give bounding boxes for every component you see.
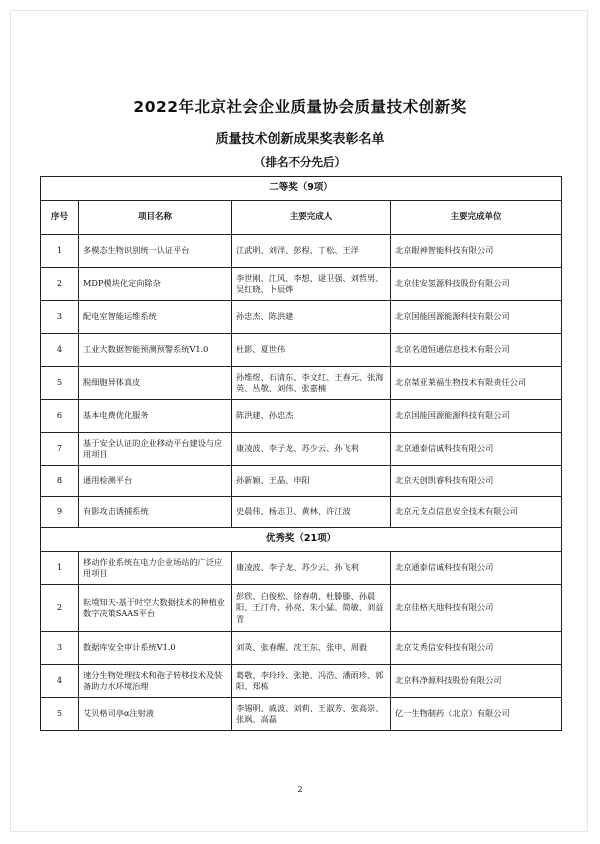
section-header-row	[41, 177, 562, 201]
row-org: 北京元支点信息安全技术有限公司	[391, 497, 562, 528]
row-project-name: 多模态生物识别统一认证平台	[79, 235, 232, 268]
row-serial: 3	[41, 632, 79, 665]
row-org: 亿一生物制药（北京）有限公司	[391, 698, 562, 731]
table-row	[41, 466, 562, 497]
row-project-name: 移动作业系统在电力企业场站的广泛应用项目	[79, 552, 232, 585]
row-people: 彭欣、白俊松、徐春萌、杜滕滕、孙晨阳、王汀舟、孙亮、朱小猛、简敏、刘益青	[232, 585, 391, 632]
header-org: 主要完成单位	[391, 201, 562, 235]
row-serial: 7	[41, 433, 79, 466]
row-project-name: 速分生物处理技术和孢子转移技术及装备助力水环境治理	[79, 665, 232, 698]
header-project: 项目名称	[79, 201, 232, 235]
table-row	[41, 665, 562, 698]
row-people: 江武明、刘洋、彭程、丁松、王洋	[232, 235, 391, 268]
row-serial: 5	[41, 367, 79, 400]
row-people: 杜影、夏世伟	[232, 334, 391, 367]
row-org: 北京国能国源能源科技有限公司	[391, 400, 562, 433]
row-org: 北京通泰信诚科技有限公司	[391, 433, 562, 466]
row-people: 李世刚、江风、李想、逯卫强、刘哲男、吴红晓、卜辰烨	[232, 268, 391, 301]
row-serial: 2	[41, 268, 79, 301]
table-row	[41, 585, 562, 632]
table-row	[41, 433, 562, 466]
row-serial: 1	[41, 552, 79, 585]
row-serial: 4	[41, 665, 79, 698]
row-people: 孙新颖、王晶、申阳	[232, 466, 391, 497]
row-serial: 4	[41, 334, 79, 367]
row-org: 北京眼神智能科技有限公司	[391, 235, 562, 268]
table-row	[41, 367, 562, 400]
award-table-body	[41, 177, 562, 731]
row-project-name: 艾贝格司亭α注射液	[79, 698, 232, 731]
row-org: 北京通泰信诚科技有限公司	[391, 552, 562, 585]
row-people: 孙维煜、石清东、李文红、王春元、张海英、丛敬、刘伟、张嘉楠	[232, 367, 391, 400]
row-project-name: MDP模块化定向除杂	[79, 268, 232, 301]
table-row	[41, 497, 562, 528]
document-title: 2022年北京社会企业质量协会质量技术创新奖	[133, 98, 467, 116]
ranking-note: （排名不分先后）	[254, 155, 346, 169]
row-people: 陈洪建、孙忠杰	[232, 400, 391, 433]
row-people: 刘英、张春醒、沈王东、张申、周毅	[232, 632, 391, 665]
row-org: 北京天创凯睿科技有限公司	[391, 466, 562, 497]
page-number: 2	[297, 785, 303, 794]
table-row	[41, 334, 562, 367]
row-org: 北京佳格天地科技有限公司	[391, 585, 562, 632]
row-serial: 8	[41, 466, 79, 497]
row-project-name: 配电室智能运维系统	[79, 301, 232, 334]
row-serial: 1	[41, 235, 79, 268]
row-project-name: 通用检测平台	[79, 466, 232, 497]
row-project-name: 基于安全认证的企业移动平台建设与应用项目	[79, 433, 232, 466]
row-project-name: 脱细胞异体真皮	[79, 367, 232, 400]
row-org: 北京名道恒通信息技术有限公司	[391, 334, 562, 367]
row-org: 北京国能国源能源科技有限公司	[391, 301, 562, 334]
row-org: 北京艾秀信安科技有限公司	[391, 632, 562, 665]
table-row	[41, 235, 562, 268]
table-row	[41, 698, 562, 731]
row-org: 北京佳安氢源科技股份有限公司	[391, 268, 562, 301]
table-row	[41, 268, 562, 301]
table-row	[41, 632, 562, 665]
row-project-name: 数据库安全审计系统V1.0	[79, 632, 232, 665]
row-serial: 9	[41, 497, 79, 528]
column-header-row	[41, 201, 562, 235]
table-row	[41, 301, 562, 334]
row-project-name: 耘境知天-基于时空大数据技术的种植业数字决策SAAS平台	[79, 585, 232, 632]
row-serial: 5	[41, 698, 79, 731]
row-serial: 3	[41, 301, 79, 334]
award-table	[40, 176, 562, 731]
header-serial: 序号	[41, 201, 79, 235]
row-project-name: 工业大数据智能预测预警系统V1.0	[79, 334, 232, 367]
table-row	[41, 400, 562, 433]
row-people: 康凌波、李子龙、苏少云、孙飞利	[232, 552, 391, 585]
row-people: 葛敬、李玲玲、张艳、冯浩、潘雨珍、郭阳、郑栋	[232, 665, 391, 698]
row-people: 康凌波、李子龙、苏少云、孙飞利	[232, 433, 391, 466]
table-row	[41, 552, 562, 585]
row-people: 孙忠杰、陈洪建	[232, 301, 391, 334]
header-people: 主要完成人	[232, 201, 391, 235]
section-heading: 优秀奖（21项）	[41, 528, 562, 552]
section-heading: 二等奖（9项）	[41, 177, 562, 201]
section-header-row	[41, 528, 562, 552]
row-people: 史晨伟、杨志卫、黄林、许江波	[232, 497, 391, 528]
row-project-name: 有影攻击诱捕系统	[79, 497, 232, 528]
row-people: 李锡明、戚波、刘莉、王淑芳、张高崇、张飒、高磊	[232, 698, 391, 731]
document-subtitle: 质量技术创新成果奖表彰名单	[215, 132, 385, 147]
row-serial: 2	[41, 585, 79, 632]
row-org: 北京科净源科技股份有限公司	[391, 665, 562, 698]
row-org: 北京桀亚莱福生物技术有限责任公司	[391, 367, 562, 400]
row-project-name: 基本电费优化服务	[79, 400, 232, 433]
row-serial: 6	[41, 400, 79, 433]
